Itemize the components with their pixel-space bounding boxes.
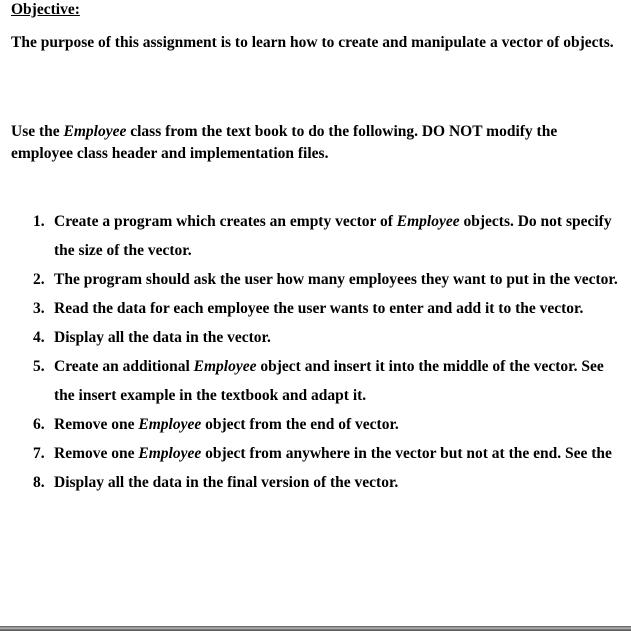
list-item-number: 8. [33,474,45,491]
objective-heading: Objective: [11,1,80,18]
list-item-text-after: object from anywhere in the vector but not at the end. See the [201,445,612,462]
list-item-text: Create a program which creates an empty vector of [54,213,397,230]
list-item [0,294,625,323]
list-item-text: Remove one [54,416,139,433]
list-item-number: 2. [33,271,45,288]
list-item [0,352,625,410]
list-item-number: 4. [33,329,45,346]
instructions-class-name: Employee [63,123,127,140]
list-item-number: 5. [33,358,45,375]
task-list [0,207,625,497]
list-item [0,468,625,497]
list-item-emphasis: Employee [138,445,202,462]
list-item [0,410,625,439]
list-item-text-after: objects. Do not specify the size of the vector. [54,213,612,259]
list-item-text: Display all the data in the final version of the vector. [54,474,399,491]
list-item-text: Remove one [54,445,139,462]
list-item [0,207,625,265]
list-item-text: The program should ask the user how many employees they want to put in the vector. [54,271,618,288]
list-item-number: 6. [33,416,45,433]
list-item-emphasis: Employee [396,213,460,230]
list-item-text-after: object and insert it into the middle of the vector. See the insert example in the textbook and adapt it. [54,358,604,404]
list-item-number: 1. [33,213,45,230]
list-item-text-after: object from the end of vector. [201,416,399,433]
list-item-emphasis: Employee [193,358,257,375]
list-item-number: 3. [33,300,45,317]
list-item [0,323,625,352]
instructions-rest: class from the text book to do the following. DO NOT modify the employee class header and implementation files. [11,123,558,162]
bottom-divider [0,626,631,631]
instructions-paragraph [11,121,623,165]
list-item [0,265,625,294]
list-item-text: Read the data for each employee the user wants to enter and add it to the vector. [54,300,584,317]
instructions-lead: Use the [11,123,64,140]
list-item [0,439,625,468]
list-item-number: 7. [33,445,45,462]
purpose-paragraph: The purpose of this assignment is to learn how to create and manipulate a vector of objects. [11,34,614,51]
list-item-text: Display all the data in the vector. [54,329,271,346]
list-item-text: Create an additional [54,358,194,375]
list-item-emphasis: Employee [138,416,202,433]
